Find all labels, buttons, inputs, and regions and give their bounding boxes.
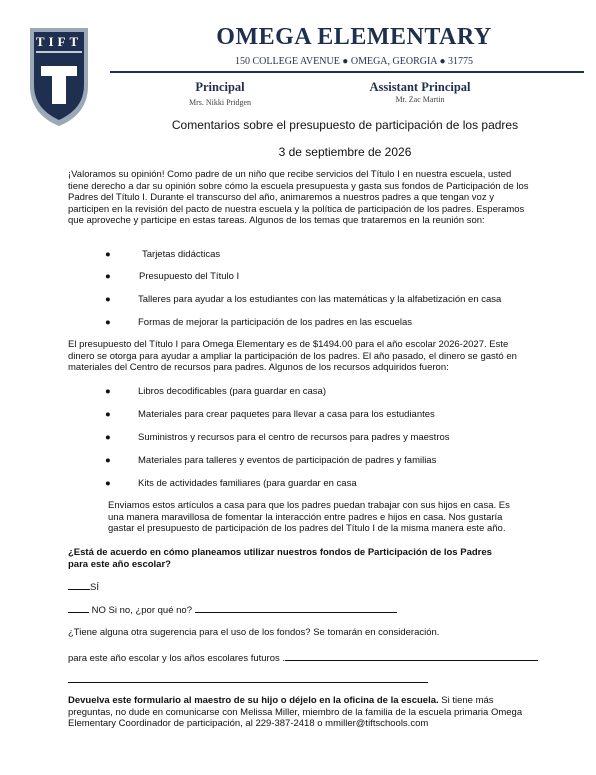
footer-bold-text: Devuelva este formulario al maestro de su hijo o déjelo en la oficina de la escuela. (68, 695, 439, 706)
bullet-icon: ● (105, 455, 111, 466)
resource-text: Libros decodificables (para guardar en casa) (138, 386, 326, 397)
question-text: ¿Está de acuerdo en cómo planeamos utilizar nuestros fondos de Participación de los Padres para este año escolar? (68, 547, 492, 570)
header-divider (110, 71, 584, 73)
future-answer-line[interactable] (285, 652, 538, 661)
topic-text: Presupuesto del Título I (139, 271, 240, 282)
bullet-icon: ● (105, 409, 111, 420)
resource-text: Suministros y recursos para el centro de recursos para padres y maestros (138, 432, 450, 443)
school-address: 150 COLLEGE AVENUE ● OMEGA, GEORGIA ● 31775 (235, 56, 473, 67)
school-name: OMEGA ELEMENTARY (216, 24, 492, 50)
principal-role: Principal (195, 80, 245, 94)
shield-crest-icon (26, 24, 92, 128)
document-title: Comentarios sobre el presupuesto de participación de los padres (171, 118, 519, 132)
future-line (68, 652, 538, 664)
no-label: NO Si no, ¿por qué no? (91, 605, 192, 616)
principal-name: Mrs. Nikki Pridgen (189, 98, 251, 107)
bullet-icon: ● (105, 386, 111, 397)
document-date: 3 de septiembre de 2026 (278, 145, 412, 159)
reason-line[interactable] (195, 604, 397, 613)
intro-paragraph: ¡Valoramos su opinión! Como padre de un niño que recibe servicios del Título I en nuestra escuela, usted tiene derecho a dar su opinión sobre cómo la escuela presupuesta y gasta sus fondos de Participación de los Padres del Título I. Durante el transcurso del año, animaremos a nuestros padres a que tengan voz y participen en la revisión del pacto de nuestra escuela y la política de participación de los padres. Esperamos que aproveche y participe en estas tareas. Algunos de los temas que trataremos en la reunión son: (68, 169, 529, 226)
no-blank[interactable] (68, 604, 89, 613)
resource-text: Materiales para talleres y eventos de participación de padres y familias (138, 455, 437, 466)
bullet-icon: ● (105, 432, 111, 443)
bullet-icon: ● (105, 271, 111, 282)
resource-text: Kits de actividades familiares (para guardar en casa (138, 478, 357, 489)
answer-line[interactable] (68, 682, 428, 683)
footer-note (68, 695, 538, 730)
footer-contact-text: Si tiene más preguntas, no dude en comunicarse con Melissa Miller, miembro de la familia de la escuela primaria Omega Elementary Coordinador de participación, al 229-387-2418 o mmiller@tiftschools.com (68, 695, 523, 729)
logo-text: TIFT (35, 34, 83, 49)
bullet-icon: ● (105, 249, 111, 260)
bullet-icon: ● (105, 478, 111, 489)
yes-blank[interactable] (68, 581, 90, 590)
topic-text: Talleres para ayudar a los estudiantes con las matemáticas y la alfabetización en casa (138, 294, 502, 305)
future-label: para este año escolar y los años escolares futuros . (68, 653, 286, 664)
yes-label: SÍ (90, 582, 99, 593)
suggestion-text: ¿Tiene alguna otra sugerencia para el uso de los fondos? Se tomarán en consideración. (68, 627, 440, 638)
closing-paragraph: Enviamos estos artículos a casa para que los padres puedan trabajar con sus hijos en casa. Es una manera maravillosa de fomentar la interacción entre padres e hijos en casa. Nos gustaría gastar el presupuesto de participación de los padres del Título I de la misma manera este año. (108, 500, 510, 534)
bullet-icon: ● (105, 317, 111, 328)
resource-text: Materiales para crear paquetes para llevar a casa para los estudiantes (138, 409, 435, 420)
no-option[interactable] (68, 604, 397, 616)
budget-paragraph: El presupuesto del Título I para Omega Elementary es de $1494.00 para el año escolar 2026-2027. Este dinero se otorga para ayudar a ampliar la participación de los padres. El año pasado, el dinero se gastó en materiales del Centro de recursos para padres. Algunos de los recursos adquiridos fueron: (68, 339, 517, 373)
assistant-principal-role: Assistant Principal (369, 80, 471, 94)
assistant-principal-name: Mr. Zac Martin (395, 95, 445, 104)
yes-option[interactable] (68, 581, 99, 593)
bullet-icon: ● (105, 294, 111, 305)
topic-text: Tarjetas didácticas (142, 249, 221, 260)
topic-text: Formas de mejorar la participación de los padres en las escuelas (138, 317, 413, 328)
